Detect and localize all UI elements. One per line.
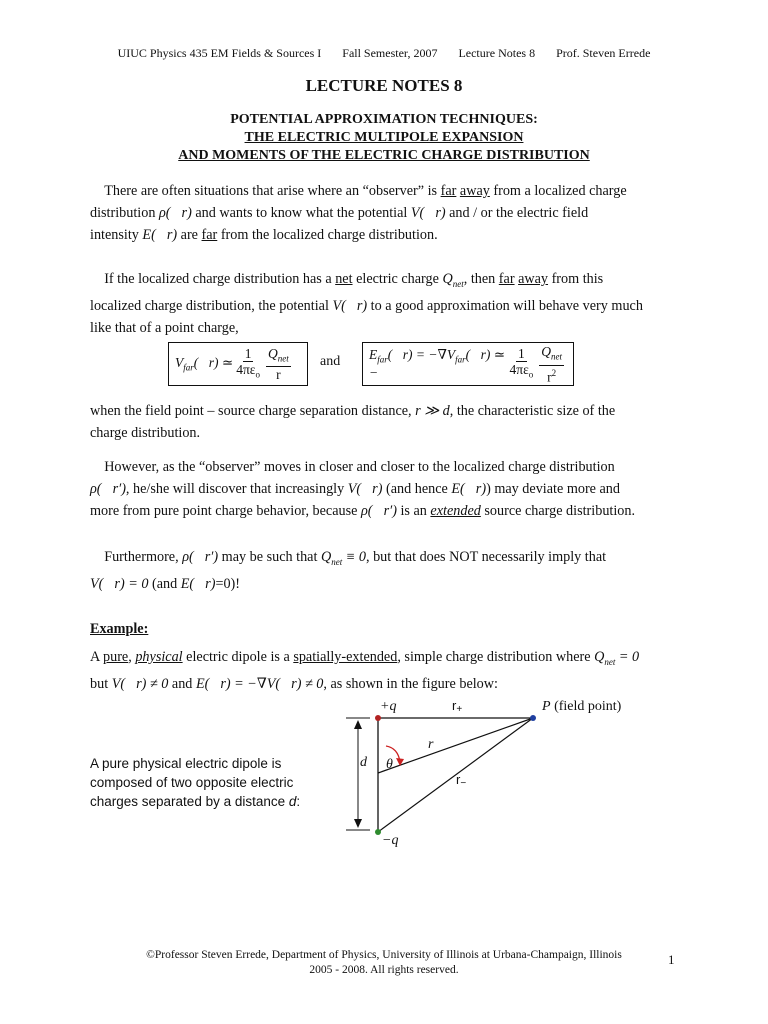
r-line: [378, 718, 533, 773]
d-arrow-down-icon: [354, 819, 362, 828]
paragraph-3: when the field point – source charge separation distance, r ≫ d, the characteristic size of the charge distribution.: [90, 403, 616, 441]
r-minus-label: r−: [456, 772, 467, 789]
page-title: LECTURE NOTES 8: [305, 76, 463, 95]
equation-e-far: $E_{far}(⃗r)$ = $-\nabla V_{far}(⃗r)$ ≃ − $\frac{1}{4\pi\varepsilon_o}$ $\frac{Q_{net}}{r^2}$: [362, 342, 574, 386]
paragraph-6: A pure, physical electric dipole is a spatially-extended, simple charge distribution where $Q_{net} = 0$ but V(⃗r) ≠ 0 and E(⃗r) = −∇V(⃗r) ≠ 0, as shown in the figure below:: [90, 649, 640, 692]
d-arrow-up-icon: [354, 720, 362, 729]
d-label: d: [360, 755, 367, 770]
paragraph-5: Furthermore, ρ(⃗r′) may be such that $Q_{net} \equiv 0$, but that does NOT necessarily imply that V(⃗r) = 0 (and E(⃗r)=0)!: [90, 549, 607, 592]
subtitle-2: THE ELECTRIC MULTIPOLE EXPANSION: [244, 130, 524, 145]
figure-caption: A pure physical electric dipole is composed of two opposite electric charges separated by a distance d:: [90, 756, 301, 809]
paragraph-2: If the localized charge distribution has a net electric charge $Q_{net}$, then far away from this localized charge distribution, the potential V(⃗r) to a good approximation will behave very much like that of a point charge,: [90, 271, 643, 336]
minus-q-label: −q: [382, 833, 399, 848]
field-point: [530, 715, 536, 721]
plus-q-label: +q: [380, 699, 397, 714]
footer-line-2: 2005 - 2008. All rights reserved.: [309, 964, 459, 976]
paragraph-1: There are often situations that arise where an “observer” is far away from a localized charge distribution ρ(⃗r) and wants to know what the potential V(⃗r) and / or the electric field intensity E(⃗r) are far from the localized charge distribution.: [90, 183, 627, 243]
header-notes: Lecture Notes 8: [458, 46, 536, 60]
minus-charge: [375, 829, 381, 835]
r-plus-label: r+: [452, 698, 463, 715]
header-prof: Prof. Steven Errede: [556, 46, 651, 60]
footer: [90, 948, 678, 978]
header-course: UIUC Physics 435 EM Fields & Sources I: [117, 46, 322, 60]
dipole-figure: [340, 696, 670, 856]
p-label: P (field point): [542, 699, 622, 714]
header-semester: Fall Semester, 2007: [342, 46, 438, 60]
r-label: r: [428, 737, 434, 752]
subtitle-1: POTENTIAL APPROXIMATION TECHNIQUES:: [230, 112, 538, 127]
footer-line-1: ©Professor Steven Errede, Department of Physics, University of Illinois at Urbana-Champaign, Illinois: [146, 949, 622, 961]
equation-v-far: $V_{far}(⃗r)$ ≃ $\frac{1}{4\pi\varepsilon_o}$ $\frac{Q_{net}}{r}$: [168, 342, 308, 386]
subtitle-3: AND MOMENTS OF THE ELECTRIC CHARGE DISTRIBUTION: [178, 148, 590, 163]
running-header: [0, 46, 768, 61]
example-heading: Example:: [90, 621, 149, 637]
paragraph-4: However, as the “observer” moves in closer and closer to the localized charge distribution ρ(⃗r′), he/she will discover that increasingly V(⃗r) (and hence E(⃗r)) may deviate more and more from pure point charge behavior, because ρ(⃗r′) is an extended source charge distribution.: [90, 459, 636, 519]
plus-charge: [375, 715, 381, 721]
theta-label: θ: [386, 757, 393, 772]
page-number: 1: [668, 952, 675, 967]
and-word: and: [320, 354, 341, 369]
